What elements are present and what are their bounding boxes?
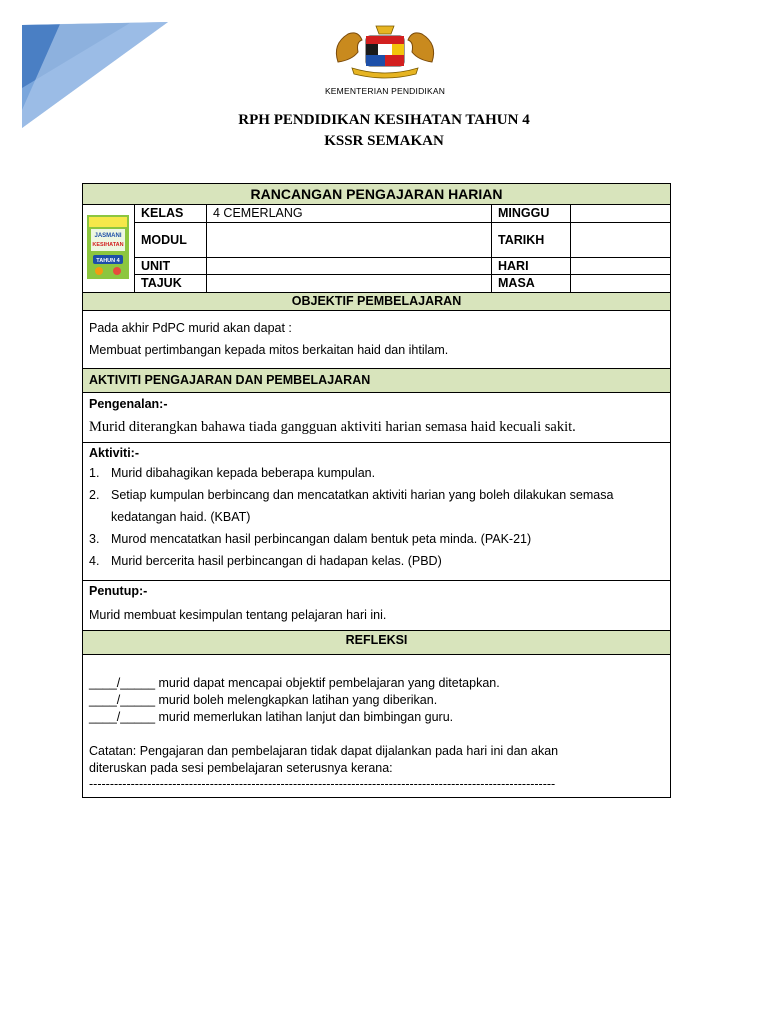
list-item: 3. Murod mencatatkan hasil perbincangan dalam bentuk peta minda. (PAK-21) <box>89 532 532 547</box>
objektif-statement: Membuat pertimbangan kepada mitos berkaitan haid dan ihtilam. <box>89 343 449 357</box>
document-title: RPH PENDIDIKAN KESIHATAN TAHUN 4 <box>238 112 530 128</box>
pengenalan-label: Pengenalan:- <box>89 397 168 411</box>
ministry-logo <box>318 22 452 96</box>
masa-label: MASA <box>492 275 571 293</box>
kelas-label: KELAS <box>135 205 207 223</box>
penutup-section <box>83 581 671 631</box>
refleksi-content <box>83 655 671 798</box>
list-item: 1. Murid dibahagikan kepada beberapa kumpulan. <box>89 466 376 481</box>
objektif-intro: Pada akhir PdPC murid akan dapat : <box>89 321 292 335</box>
minggu-value <box>571 205 671 223</box>
modul-label: MODUL <box>135 223 207 258</box>
catatan-line-2: diteruskan pada sesi pembelajaran seterusnya kerana: <box>89 761 393 775</box>
coat-of-arms-icon <box>318 22 452 80</box>
tarikh-label: TARIKH <box>492 223 571 258</box>
catatan-line-1: Catatan: Pengajaran dan pembelajaran tidak dapat dijalankan pada hari ini dan akan <box>89 744 559 758</box>
objektif-heading: OBJEKTIF PEMBELAJARAN <box>83 293 671 311</box>
pengenalan-text: Murid diterangkan bahawa tiada gangguan aktiviti harian semasa haid kecuali sakit. <box>89 419 576 436</box>
tajuk-label: TAJUK <box>135 275 207 293</box>
ministry-name: KEMENTERIAN PENDIDIKAN <box>324 86 446 96</box>
aktiviti-label: Aktiviti:- <box>89 446 139 460</box>
textbook-cover-icon <box>87 215 129 279</box>
masa-value <box>571 275 671 293</box>
unit-value <box>207 258 492 275</box>
catatan-dashes: ---------------------------------------------------------------------------------------------------------------- <box>89 777 556 791</box>
minggu-label: MINGGU <box>492 205 571 223</box>
corner-decoration <box>0 0 170 130</box>
refleksi-line-3: ____/_____ murid memerlukan latihan lanjut dan bimbingan guru. <box>89 710 454 724</box>
refleksi-heading: REFLEKSI <box>83 631 671 655</box>
table-heading: RANCANGAN PENGAJARAN HARIAN <box>83 184 671 205</box>
penutup-text: Murid membuat kesimpulan tentang pelajaran hari ini. <box>89 608 387 623</box>
tajuk-value <box>207 275 492 293</box>
aktiviti-list <box>89 462 664 572</box>
document-subtitle: KSSR SEMAKAN <box>324 133 444 149</box>
pengenalan-section <box>83 393 671 443</box>
book-cover-cell <box>83 205 135 293</box>
svg-text:KESIHATAN: KESIHATAN <box>92 241 124 248</box>
hari-label: HARI <box>492 258 571 275</box>
aktiviti-section <box>83 443 671 581</box>
lesson-plan-table <box>82 183 671 798</box>
list-item: 4. Murid bercerita hasil perbincangan di hadapan kelas. (PBD) <box>89 554 442 569</box>
kelas-value: 4 CEMERLANG <box>207 205 492 223</box>
penutup-label: Penutup:- <box>89 584 148 598</box>
unit-label: UNIT <box>135 258 207 275</box>
list-item: 2. Setiap kumpulan berbincang dan mencatatkan aktiviti harian yang boleh dilakukan semasa kedatangan haid. (KBAT) <box>89 488 614 525</box>
objektif-content <box>83 311 671 369</box>
tarikh-value <box>571 223 671 258</box>
aktiviti-heading: AKTIVITI PENGAJARAN DAN PEMBELAJARAN <box>83 369 671 393</box>
svg-text:JASMANI: JASMANI <box>94 232 122 239</box>
hari-value <box>571 258 671 275</box>
refleksi-line-1: ____/_____ murid dapat mencapai objektif pembelajaran yang ditetapkan. <box>89 676 500 690</box>
refleksi-line-2: ____/_____ murid boleh melengkapkan latihan yang diberikan. <box>89 693 438 707</box>
svg-text:TAHUN 4: TAHUN 4 <box>96 257 120 264</box>
modul-value <box>207 223 492 258</box>
